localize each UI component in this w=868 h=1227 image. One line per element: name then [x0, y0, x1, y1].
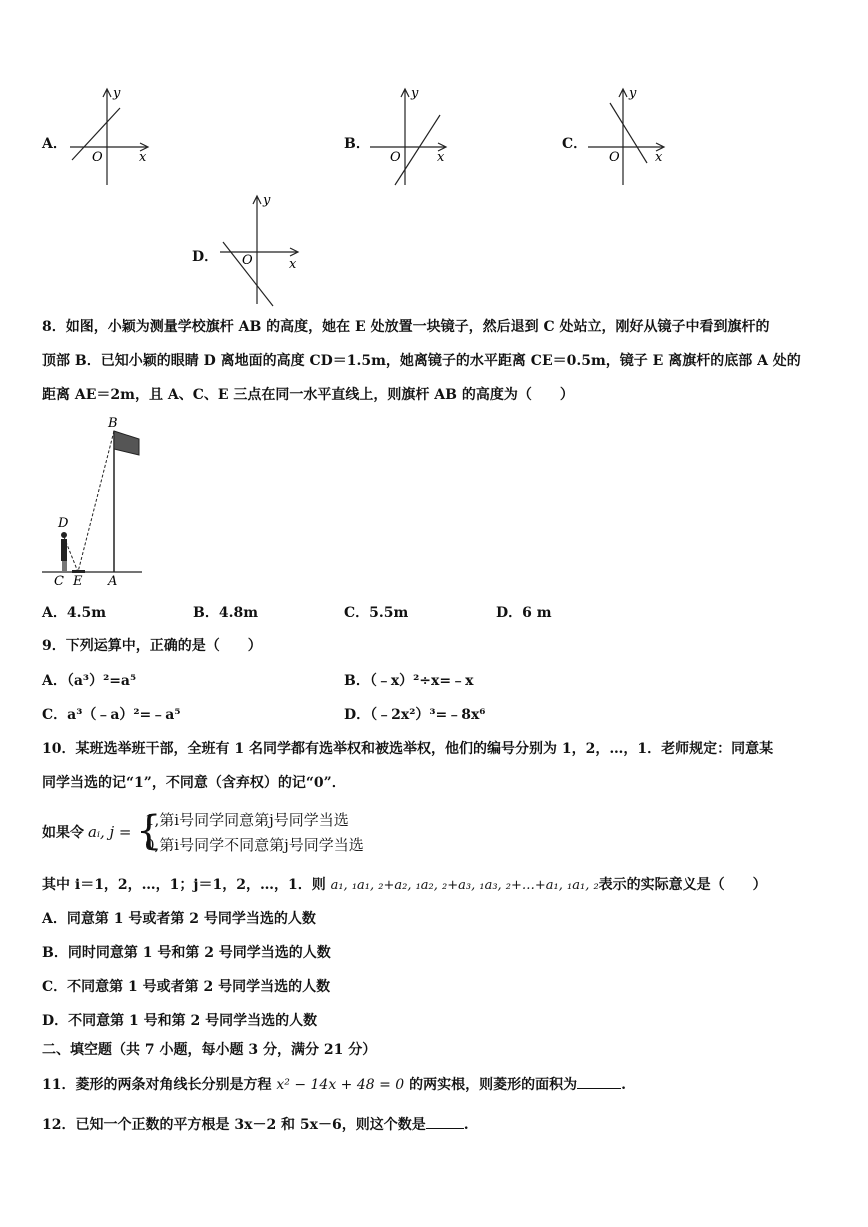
section-title: 二、填空题（共 7 小题，每小题 3 分，满分 21 分） [42, 1042, 377, 1058]
origin-label: O [92, 150, 103, 165]
q10-case-2: 0,第i号同学不同意第j号同学当选 [145, 836, 364, 854]
graph-d [215, 192, 315, 310]
q9-option-b: B．（﹣x）²÷x=﹣x [344, 673, 474, 689]
q10-brace: { [136, 808, 162, 854]
q8-line3: 距离 AE＝2m，且 A、C、E 三点在同一水平直线上，则旗杆 AB 的高度为（ ） [42, 387, 574, 403]
point-b-label: B [108, 416, 118, 431]
graph-option-c-label: C． [562, 136, 588, 152]
q9-option-d: D．（﹣2x²）³=﹣8x⁶ [344, 707, 486, 723]
q10-case-1: 1,第i号同学同意第j号同学当选 [145, 811, 349, 829]
q10-option-c: C．不同意第 1 号或者第 2 号同学当选的人数 [42, 979, 331, 995]
point-a-label: A [108, 574, 118, 589]
y-axis-label: y [113, 86, 121, 101]
graph-a [62, 85, 162, 190]
point-c-label: C [54, 574, 64, 589]
x-axis-label: x [139, 150, 147, 165]
y-axis-label: y [411, 86, 419, 101]
q10-option-d: D．不同意第 1 号和第 2 号同学当选的人数 [42, 1013, 318, 1029]
q8-line1: 8．如图，小颖为测量学校旗杆 AB 的高度，她在 E 处放置一块镜子，然后退到 C 处站立，刚好从镜子中看到旗杆的 [42, 319, 770, 335]
q12-line [42, 1114, 469, 1135]
q8-option-c: C．5.5m [344, 605, 409, 621]
q11-end: . [621, 1077, 626, 1093]
origin-label: O [242, 253, 253, 268]
q8-option-b: B．4.8m [193, 605, 259, 621]
q9-option-c: C．a³（﹣a）²=﹣a⁵ [42, 707, 181, 723]
y-axis-label: y [263, 193, 271, 208]
x-axis-label: x [437, 150, 445, 165]
q11-pre: 11．菱形的两条对角线长分别是方程 [42, 1077, 277, 1093]
q10-expression: a₁, ₁a₁, ₂+a₂, ₁a₂, ₂+a₃, ₁a₃, ₂+…+a₁, ₁a₁, ₂ [330, 878, 599, 893]
x-axis-label: x [289, 257, 297, 272]
q12-answer-blank[interactable] [426, 1114, 464, 1129]
q10-line2: 同学当选的记“1”，不同意（含弃权）的记“0”． [42, 775, 346, 791]
origin-label: O [609, 150, 620, 165]
q11-post: 的两实根，则菱形的面积为 [404, 1077, 578, 1093]
q10-line3-end: 表示的实际意义是（ ） [598, 877, 767, 893]
q9-option-a: A．（a³）²=a⁵ [42, 673, 137, 689]
point-d-label: D [58, 516, 69, 531]
y-axis-label: y [629, 86, 637, 101]
q10-variable: aᵢ, j = [88, 823, 132, 841]
q10-line1: 10．某班选举班干部，全班有 1 名同学都有选举权和被选举权，他们的编号分别为 1，2，…，1．老师规定：同意某 [42, 741, 774, 757]
q8-option-a: A．4.5m [42, 605, 107, 621]
q11-equation: x² − 14x + 48 = 0 [276, 1077, 405, 1093]
origin-label: O [390, 150, 401, 165]
q10-lead: 如果令 [42, 825, 84, 841]
graph-b [365, 85, 465, 190]
q10-line3 [42, 875, 767, 896]
q8-line2: 顶部 B．已知小颖的眼睛 D 离地面的高度 CD＝1.5m，她离镜子的水平距离 CE＝0.5m，镜子 E 离旗杆的底部 A 处的 [42, 353, 801, 369]
q9-stem: 9．下列运算中，正确的是（ ） [42, 638, 262, 654]
q11-line [42, 1074, 626, 1095]
q12-pre: 12．已知一个正数的平方根是 3x－2 和 5x－6，则这个数是 [42, 1117, 426, 1133]
graph-option-a-label: A． [42, 136, 67, 152]
q10-line3-start: 其中 i＝1，2，…，1；j＝1，2，…，1．则 [42, 877, 331, 893]
q10-option-a: A．同意第 1 号或者第 2 号同学当选的人数 [42, 911, 316, 927]
x-axis-label: x [655, 150, 663, 165]
q10-option-b: B．同时同意第 1 号和第 2 号同学当选的人数 [42, 945, 331, 961]
graph-option-b-label: B． [344, 136, 370, 152]
flagpole-figure [42, 413, 152, 593]
q11-answer-blank[interactable] [577, 1074, 621, 1089]
q12-end: . [463, 1117, 469, 1133]
graph-c [585, 85, 685, 190]
point-e-label: E [73, 574, 83, 589]
q8-option-d: D．6 m [496, 605, 552, 621]
graph-option-d-label: D． [192, 249, 219, 265]
